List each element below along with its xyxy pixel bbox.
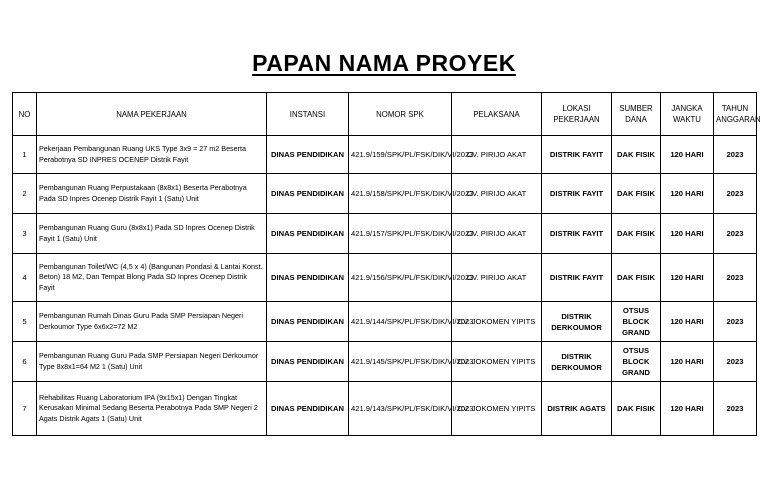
cell-pekerjaan: Pembangunan Ruang Perpustakaan (8x8x1) Beserta Perabotnya Pada SD Inpres Ocenep Distrik Fayit 1 (Satu) Unit <box>37 174 267 214</box>
cell-spk: 421.9/156/SPK/PL/FSK/DIK/VI/2023 <box>349 254 452 302</box>
col-instansi: INSTANSI <box>267 93 349 136</box>
cell-sumber: DAK FISIK <box>612 214 661 254</box>
header-row <box>13 93 757 136</box>
cell-jangka: 120 HARI <box>661 214 714 254</box>
cell-tahun: 2023 <box>714 254 757 302</box>
table-row <box>13 342 757 382</box>
cell-pekerjaan: Pembangunan Toilet/WC (4,5 x 4) (Bangunan Pondasi & Lantai Konst. Beton) 18 M2, Dan Tempat Blong Pada SD Inpres Ocenep Distrik Fayit <box>37 254 267 302</box>
cell-instansi: DINAS PENDIDIKAN <box>267 214 349 254</box>
cell-spk: 421.9/144/SPK/PL/FSK/DIK/VI/2023 <box>349 302 452 342</box>
cell-no: 2 <box>13 174 37 214</box>
table-row <box>13 302 757 342</box>
table-row <box>13 382 757 436</box>
col-no: NO <box>13 93 37 136</box>
col-sumber: SUMBER DANA <box>612 93 661 136</box>
cell-lokasi: DISTRIK FAYIT <box>542 136 612 174</box>
cell-tahun: 2023 <box>714 342 757 382</box>
cell-tahun: 2023 <box>714 382 757 436</box>
col-jangka: JANGKA WAKTU <box>661 93 714 136</box>
cell-lokasi: DISTRIK DERKOUMOR <box>542 342 612 382</box>
cell-lokasi: DISTRIK FAYIT <box>542 254 612 302</box>
cell-no: 4 <box>13 254 37 302</box>
cell-sumber: OTSUS BLOCK GRAND <box>612 302 661 342</box>
cell-jangka: 120 HARI <box>661 342 714 382</box>
cell-pelaksana: CV. JOKOMEN YIPITS <box>452 342 542 382</box>
cell-tahun: 2023 <box>714 214 757 254</box>
cell-pelaksana: CV. JOKOMEN YIPITS <box>452 302 542 342</box>
cell-no: 5 <box>13 302 37 342</box>
cell-jangka: 120 HARI <box>661 136 714 174</box>
cell-no: 3 <box>13 214 37 254</box>
cell-lokasi: DISTRIK AGATS <box>542 382 612 436</box>
cell-pelaksana: CV. JOKOMEN YIPITS <box>452 382 542 436</box>
cell-instansi: DINAS PENDIDIKAN <box>267 174 349 214</box>
table-row <box>13 174 757 214</box>
cell-sumber: DAK FISIK <box>612 254 661 302</box>
cell-jangka: 120 HARI <box>661 174 714 214</box>
cell-no: 6 <box>13 342 37 382</box>
cell-instansi: DINAS PENDIDIKAN <box>267 136 349 174</box>
cell-spk: 421.9/157/SPK/PL/FSK/DIK/VI/2023 <box>349 214 452 254</box>
cell-spk: 421.9/143/SPK/PL/FSK/DIK/VI/2023 <box>349 382 452 436</box>
cell-no: 1 <box>13 136 37 174</box>
table-row <box>13 214 757 254</box>
cell-sumber: DAK FISIK <box>612 174 661 214</box>
cell-jangka: 120 HARI <box>661 302 714 342</box>
cell-pekerjaan: Pekerjaan Pembangunan Ruang UKS Type 3x9 = 27 m2 Beserta Perabotnya SD INPRES OCENEP Distrik Fayit <box>37 136 267 174</box>
cell-pelaksana: CV. PIRIJO AKAT <box>452 214 542 254</box>
cell-jangka: 120 HARI <box>661 382 714 436</box>
cell-pelaksana: CV. PIRIJO AKAT <box>452 174 542 214</box>
cell-spk: 421.9/159/SPK/PL/FSK/DIK/VI/2023 <box>349 136 452 174</box>
cell-tahun: 2023 <box>714 174 757 214</box>
page-title-text: PAPAN NAMA PROYEK <box>252 50 516 76</box>
cell-jangka: 120 HARI <box>661 254 714 302</box>
cell-pekerjaan: Pembangunan Ruang Guru Pada SMP Persiapan Negeri Derkoumor Type 8x8x1=64 M2 1 (Satu) Unit <box>37 342 267 382</box>
cell-sumber: OTSUS BLOCK GRAND <box>612 342 661 382</box>
cell-pekerjaan: Pembangunan Ruang Guru (8x8x1) Pada SD Inpres Ocenep Distrik Fayit 1 (Satu) Unit <box>37 214 267 254</box>
cell-pelaksana: CV. PIRIJO AKAT <box>452 136 542 174</box>
cell-pekerjaan: Rehabilitas Ruang Laboratorium IPA (9x15x1) Dengan Tingkat Kerusakan Minimal Sedang Beserta Perabotnya Pada SMP Negeri 2 Agats Distrik Agats 1 (Satu) Unit <box>37 382 267 436</box>
col-spk: NOMOR SPK <box>349 93 452 136</box>
col-pelaksana: PELAKSANA <box>452 93 542 136</box>
col-tahun: TAHUN ANGGARAN <box>714 93 757 136</box>
cell-instansi: DINAS PENDIDIKAN <box>267 254 349 302</box>
cell-instansi: DINAS PENDIDIKAN <box>267 342 349 382</box>
col-pekerjaan: NAMA PEKERJAAN <box>37 93 267 136</box>
col-lokasi: LOKASI PEKERJAAN <box>542 93 612 136</box>
cell-tahun: 2023 <box>714 136 757 174</box>
cell-instansi: DINAS PENDIDIKAN <box>267 302 349 342</box>
project-table <box>12 92 761 436</box>
table-row <box>13 136 757 174</box>
cell-instansi: DINAS PENDIDIKAN <box>267 382 349 436</box>
cell-lokasi: DISTRIK FAYIT <box>542 214 612 254</box>
cell-pelaksana: CV. PIRIJO AKAT <box>452 254 542 302</box>
cell-sumber: DAK FISIK <box>612 382 661 436</box>
cell-lokasi: DISTRIK FAYIT <box>542 174 612 214</box>
cell-pekerjaan: Pembangunan Rumah Dinas Guru Pada SMP Persiapan Negeri Derkoumor Type 6x6x2=72 M2 <box>37 302 267 342</box>
cell-tahun: 2023 <box>714 302 757 342</box>
cell-no: 7 <box>13 382 37 436</box>
cell-lokasi: DISTRIK DERKOUMOR <box>542 302 612 342</box>
cell-spk: 421.9/158/SPK/PL/FSK/DIK/VI/2023 <box>349 174 452 214</box>
cell-spk: 421.9/145/SPK/PL/FSK/DIK/VI/2023 <box>349 342 452 382</box>
table-row <box>13 254 757 302</box>
cell-sumber: DAK FISIK <box>612 136 661 174</box>
page-title <box>0 50 768 77</box>
